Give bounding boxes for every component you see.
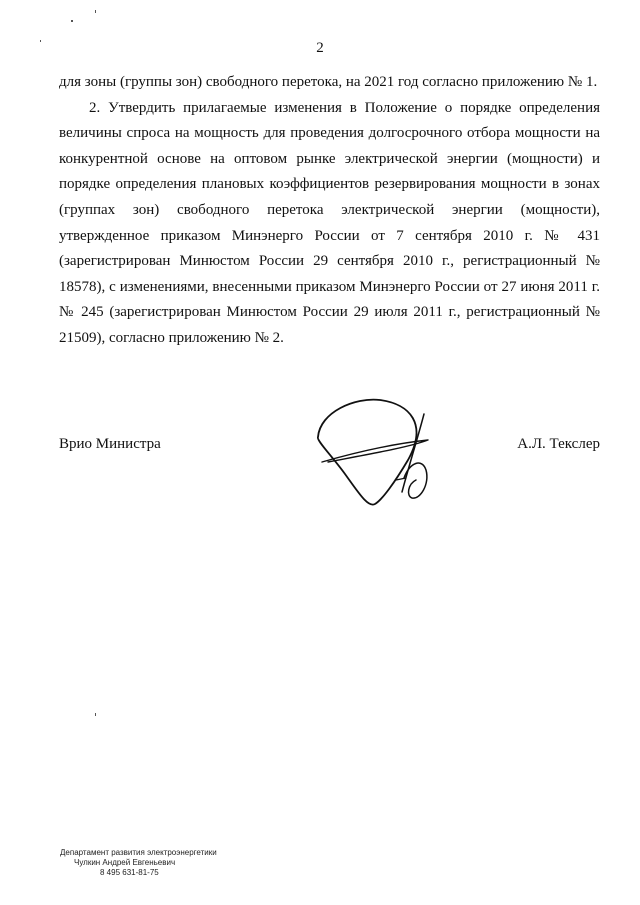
paragraph-continuation: для зоны (группы зон) свободного перетока, на 2021 год согласно приложению № 1. (59, 74, 598, 90)
signature-tail (404, 463, 427, 498)
footer-department: Департамент развития электроэнергетики (60, 848, 217, 857)
signatory-name: А.Л. Текслер (517, 436, 600, 452)
footer-phone: 8 495 631-81-75 (100, 868, 159, 877)
signature-block (59, 436, 600, 460)
scan-speck (95, 713, 96, 716)
scan-speck (71, 20, 73, 22)
signatory-title: Врио Министра (59, 436, 161, 452)
paragraph-item-2: 2. Утвердить прилагаемые изменения в Положение о порядке определения величины спроса на мощность для проведения долгосрочного отбора мощности на конкурентной основе на оптовом рынке электрической энергии (мощности) и порядке определения плановых коэффициентов резервирования мощности в зонах (группах зон) свободного перетока электрической энергии (мощности), утвержденное приказом Минэнерго России от 7 сентября 2010 г. № 431 (зарегистрирован Минюстом России 29 сентября 2010 г., регистрационный № 18578), с изменениями, внесенными приказом Минэнерго России от 27 июня 2011 г. № 245 (зарегистрирован Минюстом России 29 июля 2011 г., регистрационный № 21509), согласно приложению № 2. (59, 99, 600, 346)
document-body (59, 70, 600, 352)
footer-person: Чулкин Андрей Евгеньевич (74, 858, 176, 867)
page-number: 2 (316, 40, 324, 56)
footer-contact (60, 848, 217, 878)
scan-speck (95, 10, 96, 13)
